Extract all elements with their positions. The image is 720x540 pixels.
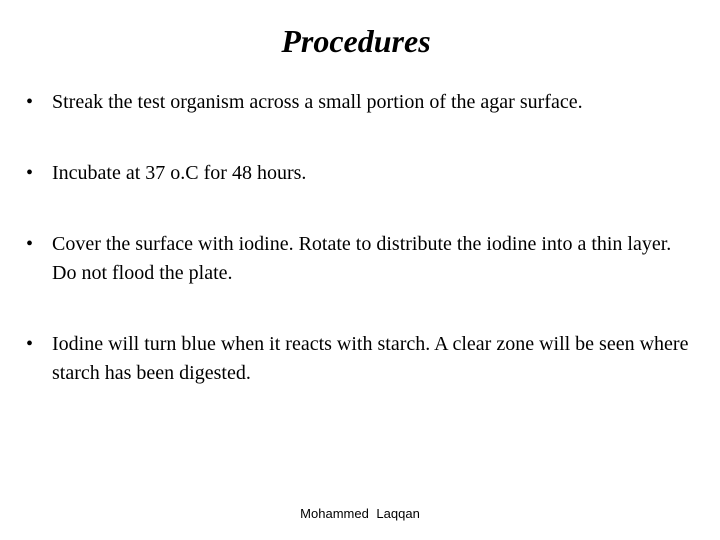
bullet-dot-icon: • [26,233,34,255]
bullet-text: Cover the surface with iodine. Rotate to distribute the iodine into a thin layer. Do not flood the plate. [52,233,672,284]
bullet-item [22,230,692,288]
bullet-text: Iodine will turn blue when it reacts with starch. A clear zone will be seen where starch has been digested. [52,333,689,384]
bullet-dot-icon: • [26,333,34,355]
bullet-text: Incubate at 37 o.C for 48 hours. [52,162,307,184]
bullet-item [22,330,692,388]
bullet-dot-icon: • [26,162,34,184]
bullet-text: Streak the test organism across a small portion of the agar surface. [52,91,583,113]
bullet-dot-icon: • [26,91,34,113]
footer-author: Mohammed Laqqan [300,506,420,521]
bullet-list [22,88,692,430]
bullet-item [22,88,692,117]
bullet-item [22,159,692,188]
slide-title: Procedures [281,23,431,59]
